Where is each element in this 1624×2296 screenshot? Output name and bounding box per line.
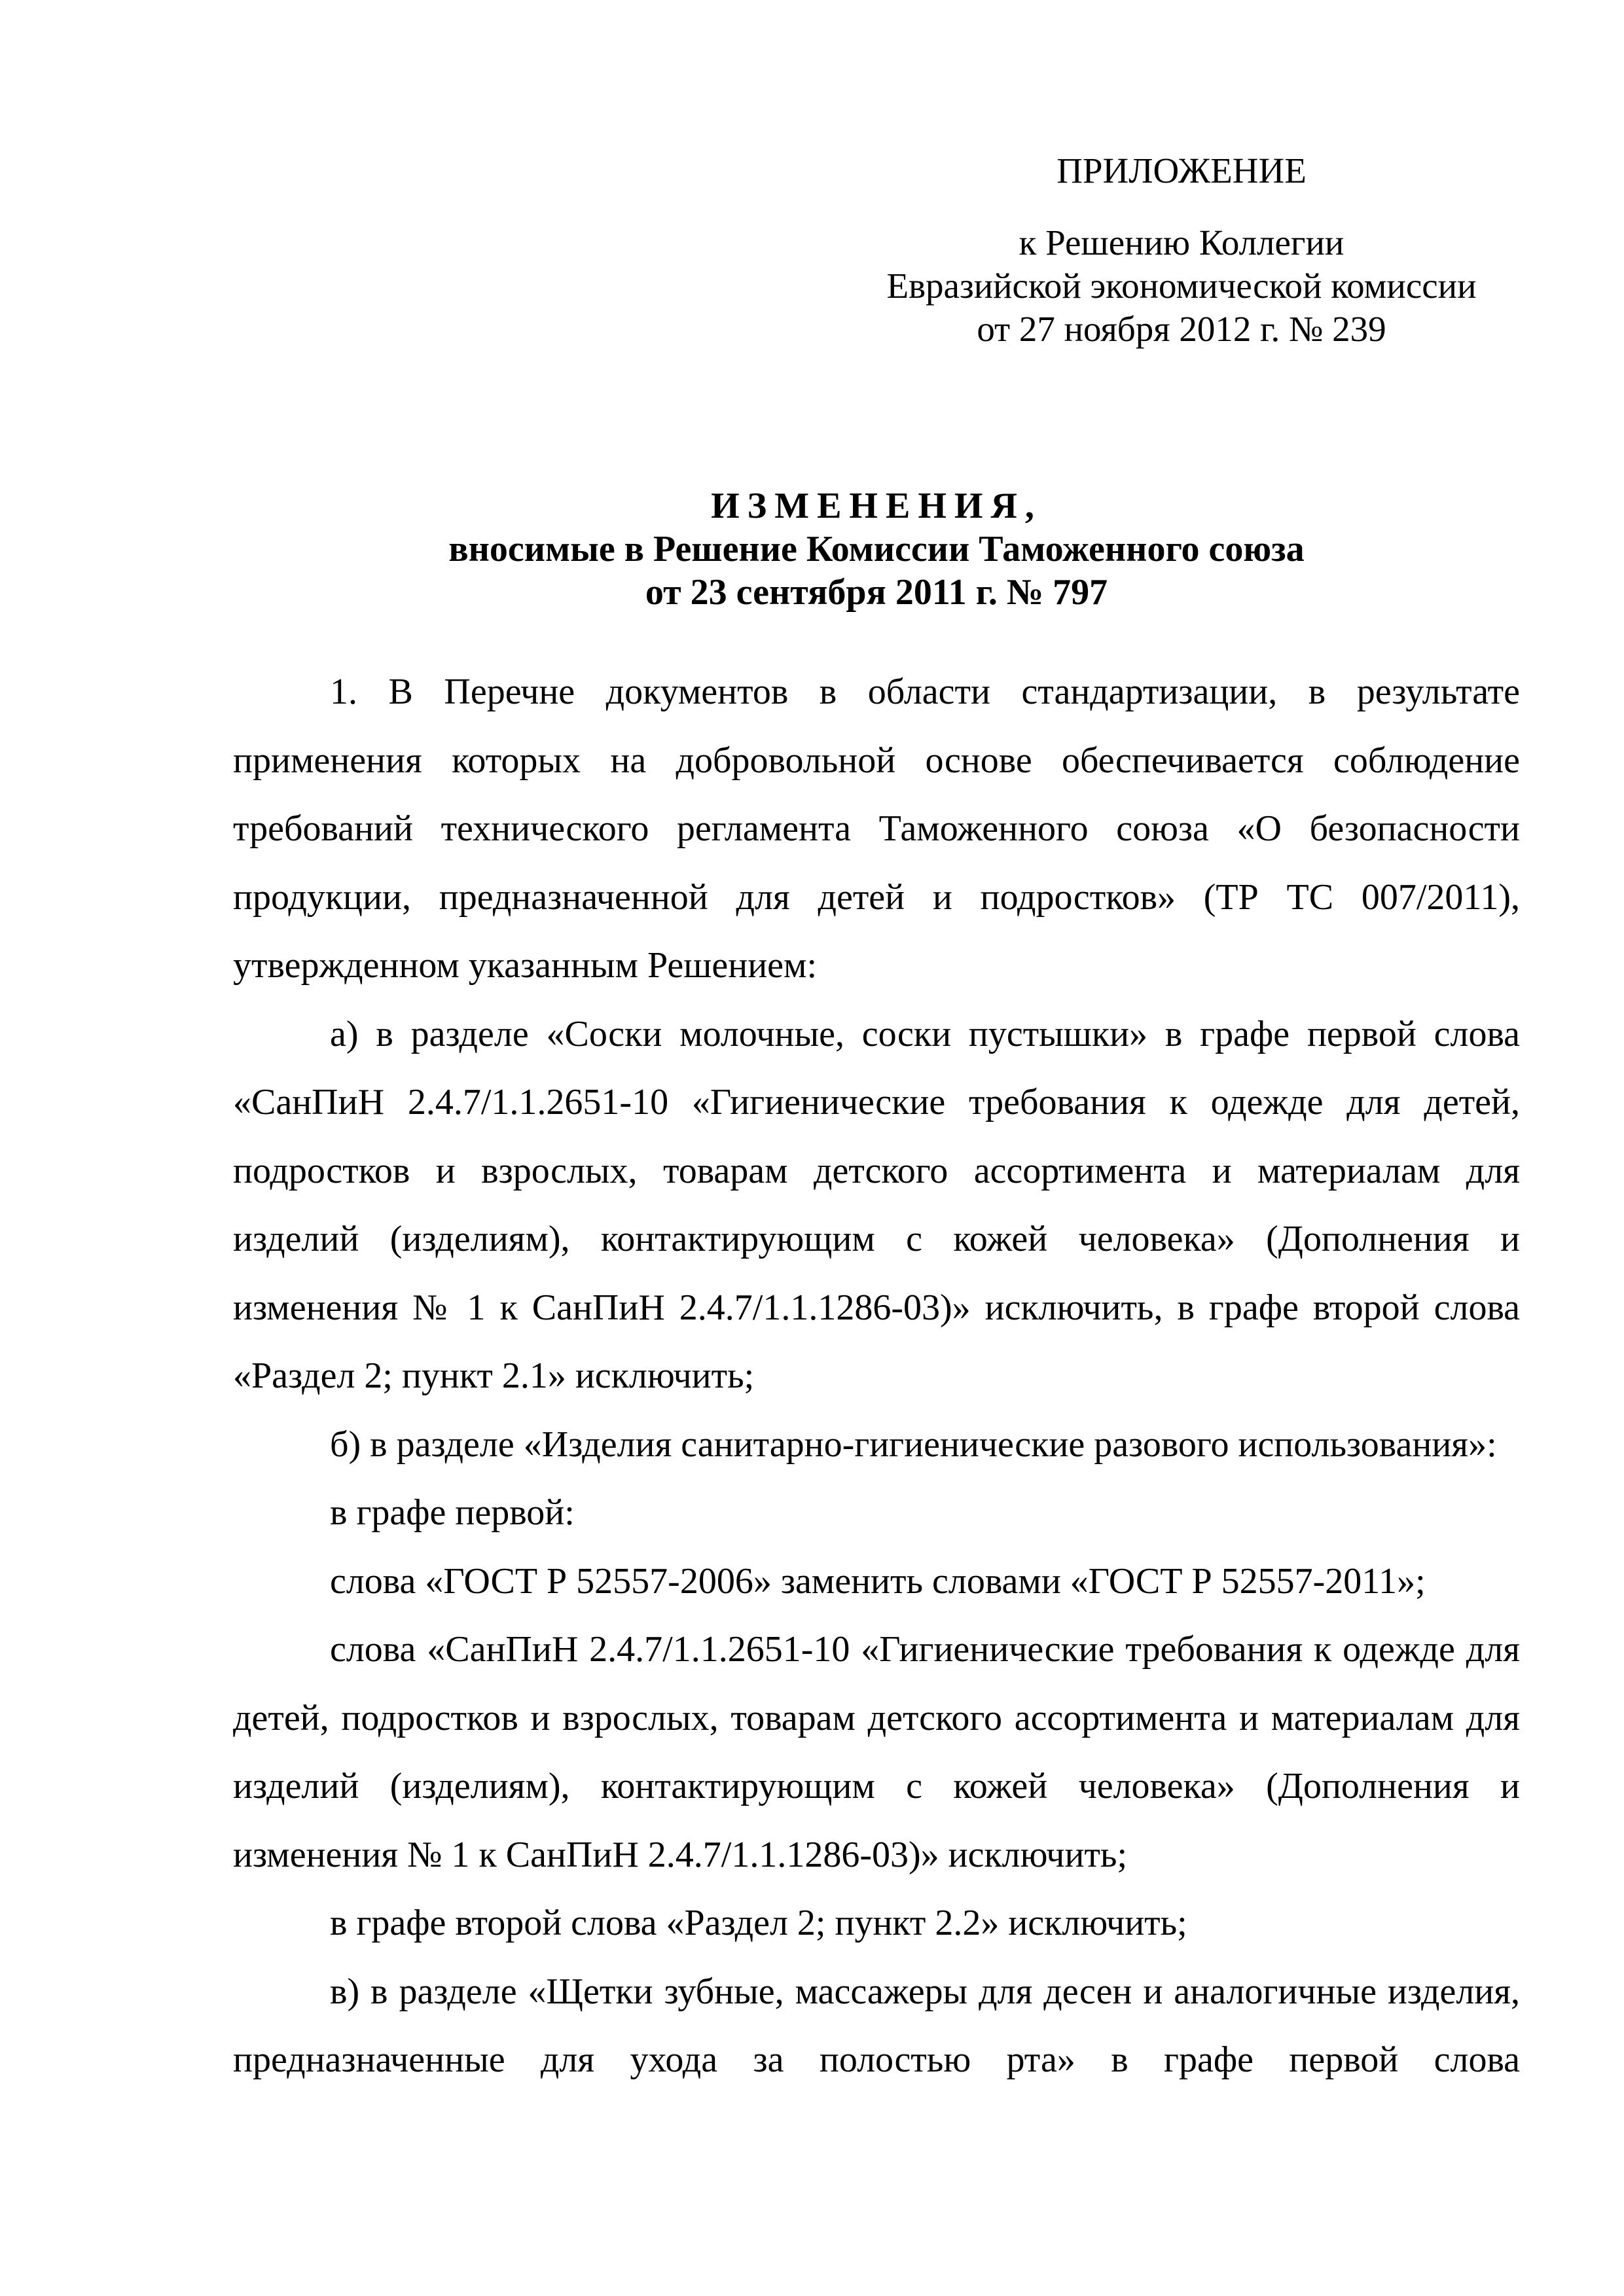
paragraph-b-gost: слова «ГОСТ Р 52557-2006» заменить словами «ГОСТ Р 52557-2011»; xyxy=(330,1560,1426,1602)
appendix-title: ПРИЛОЖЕНИЕ xyxy=(1056,151,1307,190)
document-body xyxy=(233,658,1520,2094)
appendix-line-commission: Евразийской экономической комиссии xyxy=(886,266,1477,306)
paragraph-v: в) в разделе «Щетки зубные, массажеры для десен и аналогичные изделия, предназначенные для ухода за полостью рта» в графе первой слова xyxy=(233,1971,1520,2080)
paragraph-b-column-second: в графе второй слова «Раздел 2; пункт 2.2» исключить; xyxy=(330,1903,1187,1943)
appendix-line-decision: к Решению Коллегии xyxy=(1019,223,1344,262)
heading-subtitle: вносимые в Решение Комиссии Таможенного союза xyxy=(448,529,1305,569)
heading-date: от 23 сентября 2011 г. № 797 xyxy=(645,572,1108,613)
appendix-line-date: от 27 ноября 2012 г. № 239 xyxy=(977,309,1386,349)
document-heading xyxy=(233,484,1520,614)
paragraph-b-sanpin: слова «СанПиН 2.4.7/1.1.2651-10 «Гигиенические требования к одежде для детей, подростков и взрослых, товарам детского ассортимента и материалам для изделий (изделиям), контактирующим с кожей человека» (Дополнения и изменения № 1 к СанПиН 2.4.7/1.1.1286-03)» исключить; xyxy=(233,1629,1520,1875)
paragraph-a: а) в разделе «Соски молочные, соски пустышки» в графе первой слова «СанПиН 2.4.7/1.1.2651-10 «Гигиенические требования к одежде для детей, подростков и взрослых, товарам детского ассортимента и материалам для изделий (изделиям), контактирующим с кожей человека» (Дополнения и изменения № 1 к СанПиН 2.4.7/1.1.1286-03)» исключить, в графе второй слова «Раздел 2; пункт 2.1» исключить; xyxy=(233,1013,1520,1396)
paragraph-b: б) в разделе «Изделия санитарно-гигиенические разового использования»: xyxy=(330,1424,1497,1465)
appendix-block xyxy=(844,149,1519,351)
heading-title: ИЗМЕНЕНИЯ, xyxy=(711,486,1042,526)
paragraph-1: 1. В Перечне документов в области стандартизации, в результате применения которых на добровольной основе обеспечивается соблюдение требований технического регламента Таможенного союза «О безопасности продукции, предназначенной для детей и подростков» (ТР ТС 007/2011), утвержденном указанным Решением: xyxy=(233,672,1520,986)
paragraph-b-column-first: в графе первой: xyxy=(330,1492,575,1533)
